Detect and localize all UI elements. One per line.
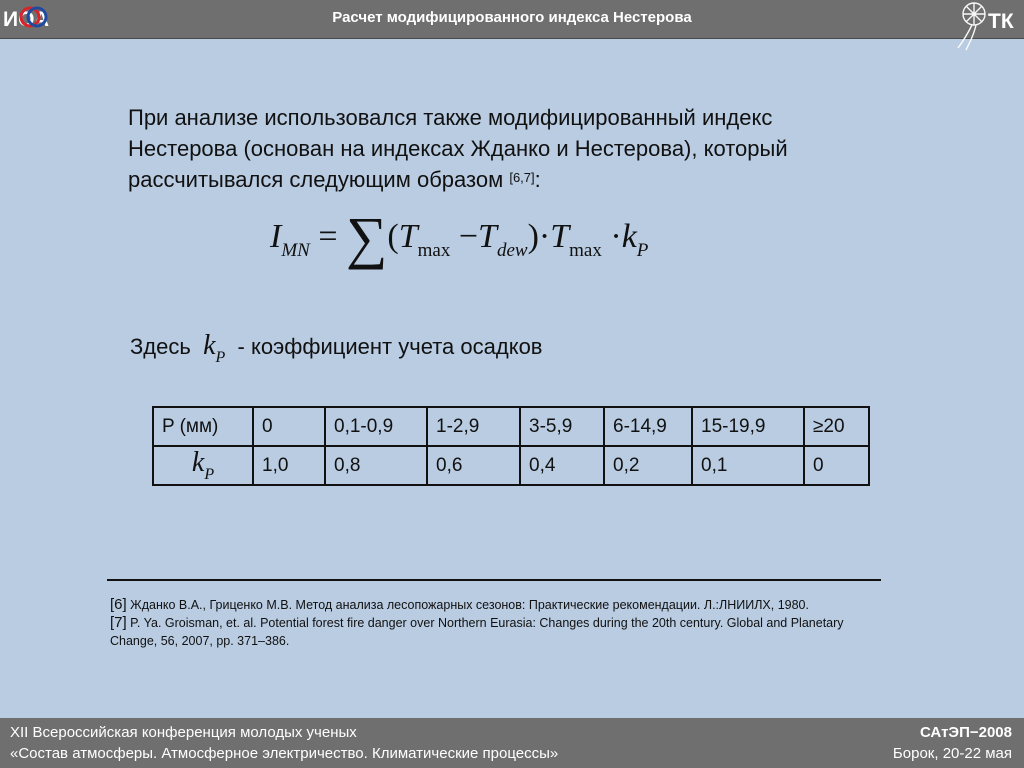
page-title: Расчет модифицированного индекса Нестерова xyxy=(332,9,692,26)
formula-equals: = xyxy=(318,218,338,255)
intro-colon: : xyxy=(534,167,541,192)
formula-t-max: T xyxy=(398,218,418,255)
here-suffix: - коэффициент учета осадков xyxy=(237,334,543,359)
table-cell: 0,6 xyxy=(427,446,520,485)
coefficient-table xyxy=(152,406,870,486)
intro-line-1: При анализе использовался также модифицированный индекс xyxy=(128,105,773,130)
formula-minus: − xyxy=(458,218,479,255)
table-cell: 0,1-0,9 xyxy=(325,407,427,446)
conference-subtitle: «Состав атмосферы. Атмосферное электричество. Климатические процессы» xyxy=(10,745,559,762)
references xyxy=(110,596,870,650)
formula-t-dew: T xyxy=(478,218,497,255)
table-row xyxy=(153,446,869,485)
reference-item xyxy=(110,614,870,650)
table-cell-header: P (мм) xyxy=(153,407,253,446)
formula-t-dew-subscript: dew xyxy=(496,240,528,261)
table-cell: 15-19,9 xyxy=(692,407,804,446)
formula-k-subscript: P xyxy=(636,240,649,261)
intro-line-3 xyxy=(128,164,928,195)
table-kp-symbol xyxy=(191,447,215,483)
formula-i: I xyxy=(270,218,282,255)
table-row xyxy=(153,407,869,446)
header-bar xyxy=(0,0,1024,39)
table-cell: 0 xyxy=(804,446,869,485)
logo-right-text: ТК xyxy=(988,10,1014,33)
table-cell: 0 xyxy=(253,407,325,446)
conference-title: XII Всероссийская конференция молодых ученых xyxy=(10,724,357,741)
kp-subscript: P xyxy=(215,349,226,366)
logo-left-text: ИОА xyxy=(3,8,50,31)
table-cell: 0,2 xyxy=(604,446,692,485)
formula-dot-1: · xyxy=(538,218,551,255)
formula-open-paren: ( xyxy=(387,218,399,255)
formula-k: k xyxy=(621,218,637,255)
footer-bar xyxy=(0,718,1024,768)
formula-dot-2: · xyxy=(610,218,622,255)
intro-line-2: Нестерова (основан на индексах Жданко и Нестерова), который xyxy=(128,136,788,161)
formula-i-subscript: MN xyxy=(281,240,310,261)
reference-text: Жданко В.А., Гриценко М.В. Метод анализа лесопожарных сезонов: Практические рекомендации. Л.:ЛНИИЛХ, 1980. xyxy=(126,598,809,612)
reference-item xyxy=(110,596,870,614)
table-cell: 6-14,9 xyxy=(604,407,692,446)
table-cell: 0,4 xyxy=(520,446,604,485)
table-kp-subscript: P xyxy=(204,466,215,483)
formula-t-max-2: T xyxy=(550,218,570,255)
kp-symbol xyxy=(203,330,226,366)
table-cell: ≥20 xyxy=(804,407,869,446)
sum-symbol: ∑ xyxy=(346,205,388,270)
table-kp-k: k xyxy=(191,447,205,478)
table-cell: 1-2,9 xyxy=(427,407,520,446)
here-prefix: Здесь xyxy=(130,334,191,359)
table-cell: 3-5,9 xyxy=(520,407,604,446)
formula xyxy=(270,205,649,278)
reference-number: [7] xyxy=(110,614,127,631)
table-cell-header xyxy=(153,446,253,485)
table-cell: 0,1 xyxy=(692,446,804,485)
event-place-date: Борок, 20-22 мая xyxy=(892,745,1012,762)
atk-logo xyxy=(952,0,1022,52)
reference-number: [6] xyxy=(110,596,127,613)
reference-text: P. Ya. Groisman, et. al. Potential forest fire danger over Northern Eurasia: Changes during the 20th century. Global and Planetary Change, 56, 2007, pp. 371–386. xyxy=(110,616,844,648)
table-cell: 0,8 xyxy=(325,446,427,485)
citation: [6,7] xyxy=(509,170,535,185)
footnote-divider xyxy=(107,579,881,581)
formula-close-paren: ) xyxy=(527,218,539,255)
event-name: САтЭП−2008 xyxy=(919,724,1012,741)
intro-paragraph xyxy=(128,102,928,195)
table-cell: 1,0 xyxy=(253,446,325,485)
formula-t-max-subscript: max xyxy=(417,240,451,261)
formula-t-max-2-subscript: max xyxy=(569,240,602,261)
kp-k: k xyxy=(203,330,216,361)
intro-line-3-text: рассчитывался следующим образом xyxy=(128,167,504,192)
coefficient-description xyxy=(130,330,543,367)
